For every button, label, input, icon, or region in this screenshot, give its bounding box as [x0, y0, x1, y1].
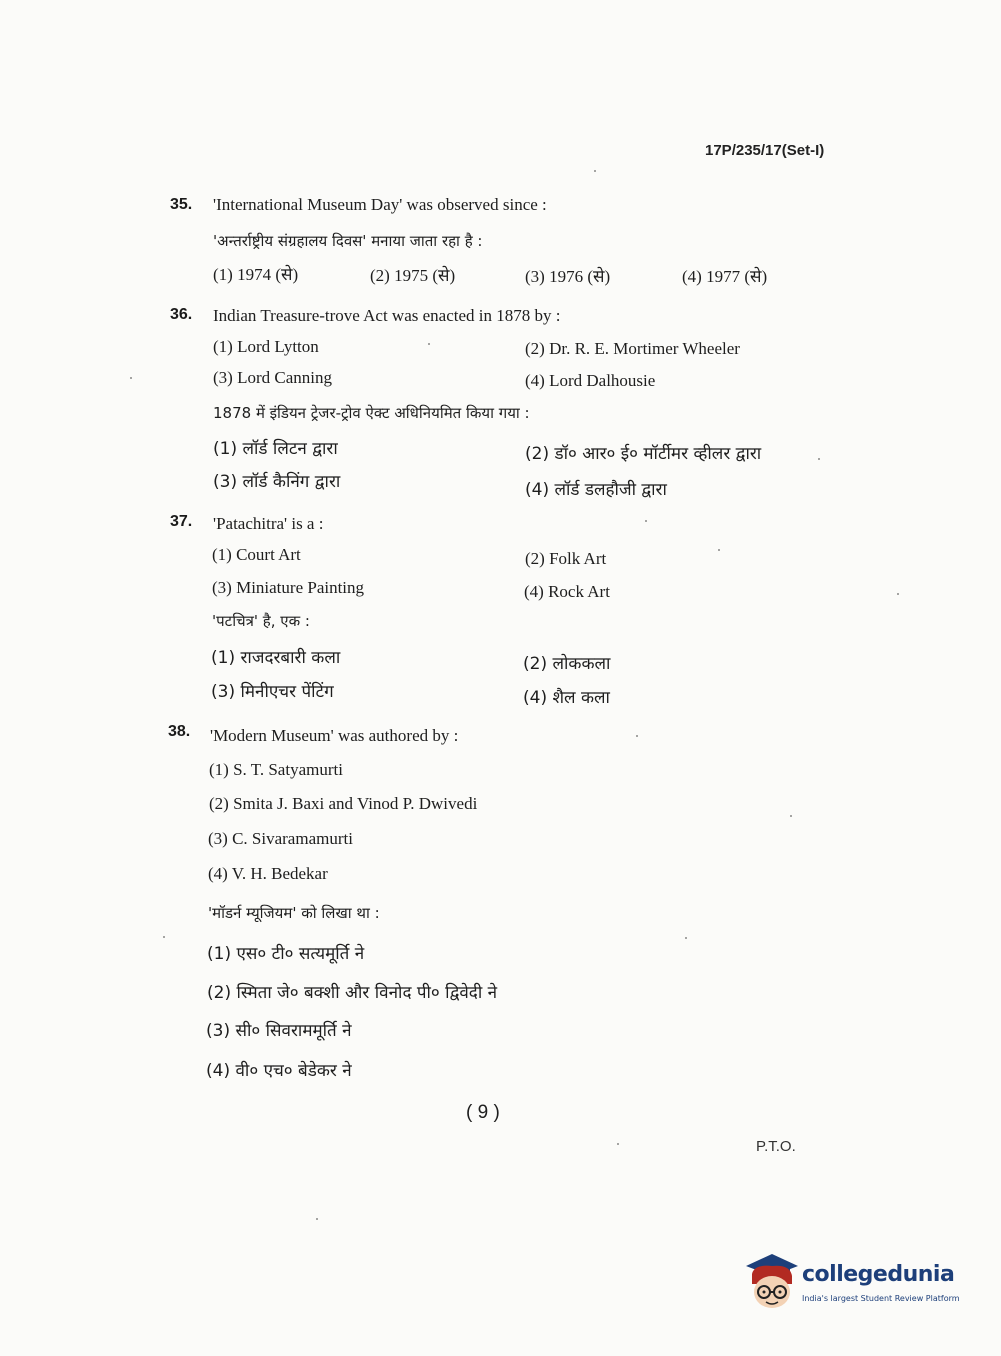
option: (4) 1977 (से) — [682, 267, 768, 286]
option: (3) C. Sivaramamurti — [208, 829, 353, 848]
option: (2) Dr. R. E. Mortimer Wheeler — [525, 339, 740, 358]
question-text-en: 'Patachitra' is a : — [213, 514, 324, 533]
question-text-hi: 'अन्तर्राष्ट्रीय संग्रहालय दिवस' मनाया जाता रहा है : — [213, 232, 483, 250]
scan-speck — [130, 377, 132, 379]
option: (4) लॉर्ड डलहौजी द्वारा — [525, 480, 667, 500]
question-text-en: Indian Treasure-trove Act was enacted in 1878 by : — [213, 306, 561, 325]
option: (1) लॉर्ड लिटन द्वारा — [213, 439, 338, 459]
scan-speck — [718, 549, 720, 551]
option: (1) 1974 (से) — [213, 265, 299, 284]
logo-name: collegedunia — [802, 1262, 955, 1287]
option: (1) S. T. Satyamurti — [209, 760, 343, 779]
scan-speck — [316, 1218, 318, 1220]
scan-speck — [163, 936, 165, 938]
option: (3) लॉर्ड कैनिंग द्वारा — [213, 472, 341, 492]
collegedunia-logo — [742, 1250, 972, 1314]
option: (4) वी० एच० बेडेकर ने — [206, 1061, 352, 1081]
scan-speck — [617, 1143, 619, 1145]
option: (2) लोककला — [523, 654, 611, 674]
option: (1) एस० टी० सत्यमूर्ति ने — [207, 944, 365, 964]
option: (4) V. H. Bedekar — [208, 864, 328, 883]
student-mascot-icon — [742, 1250, 800, 1314]
option: (4) Rock Art — [524, 582, 610, 601]
option: (4) शैल कला — [523, 688, 610, 708]
question-text-en: 'International Museum Day' was observed since : — [213, 195, 547, 214]
scan-speck — [636, 735, 638, 737]
option: (3) सी० सिवराममूर्ति ने — [206, 1021, 352, 1041]
option: (1) राजदरबारी कला — [211, 648, 341, 668]
scan-speck — [790, 815, 792, 817]
option: (2) स्मिता जे० बक्शी और विनोद पी० द्विवेदी ने — [207, 983, 498, 1003]
option: (3) Lord Canning — [213, 368, 332, 387]
question-text-hi: 'मॉडर्न म्यूजियम' को लिखा था : — [208, 904, 380, 922]
option: (2) 1975 (से) — [370, 266, 456, 285]
question-number: 37. — [170, 513, 193, 530]
option: (4) Lord Dalhousie — [525, 371, 656, 390]
option: (3) मिनीएचर पेंटिंग — [211, 682, 334, 702]
logo-tagline: India's largest Student Review Platform — [802, 1294, 960, 1303]
scan-speck — [897, 593, 899, 595]
question-number: 36. — [170, 306, 193, 323]
option: (2) Smita J. Baxi and Vinod P. Dwivedi — [209, 794, 478, 813]
option: (1) Lord Lytton — [213, 337, 319, 356]
scan-speck — [685, 937, 687, 939]
question-text-en: 'Modern Museum' was authored by : — [210, 726, 459, 745]
option: (2) Folk Art — [525, 549, 607, 568]
question-text-hi: 'पटचित्र' है, एक : — [212, 612, 310, 630]
scan-speck — [818, 458, 820, 460]
paper-code: 17P/235/17(Set-I) — [705, 142, 825, 159]
option: (2) डॉ० आर० ई० मॉर्टीमर व्हीलर द्वारा — [525, 444, 762, 464]
option: (3) 1976 (से) — [525, 267, 611, 286]
page-number: ( 9 ) — [466, 1102, 500, 1123]
question-number: 38. — [168, 723, 191, 740]
question-number: 35. — [170, 196, 193, 213]
question-text-hi: 1878 में इंडियन ट्रेजर-ट्रोव ऐक्ट अधिनियमित किया गया : — [213, 404, 530, 422]
option: (3) Miniature Painting — [212, 578, 365, 597]
scan-speck — [428, 343, 430, 345]
option: (1) Court Art — [212, 545, 301, 564]
pto-label: P.T.O. — [756, 1138, 796, 1155]
scan-speck — [594, 170, 596, 172]
scan-speck — [645, 520, 647, 522]
